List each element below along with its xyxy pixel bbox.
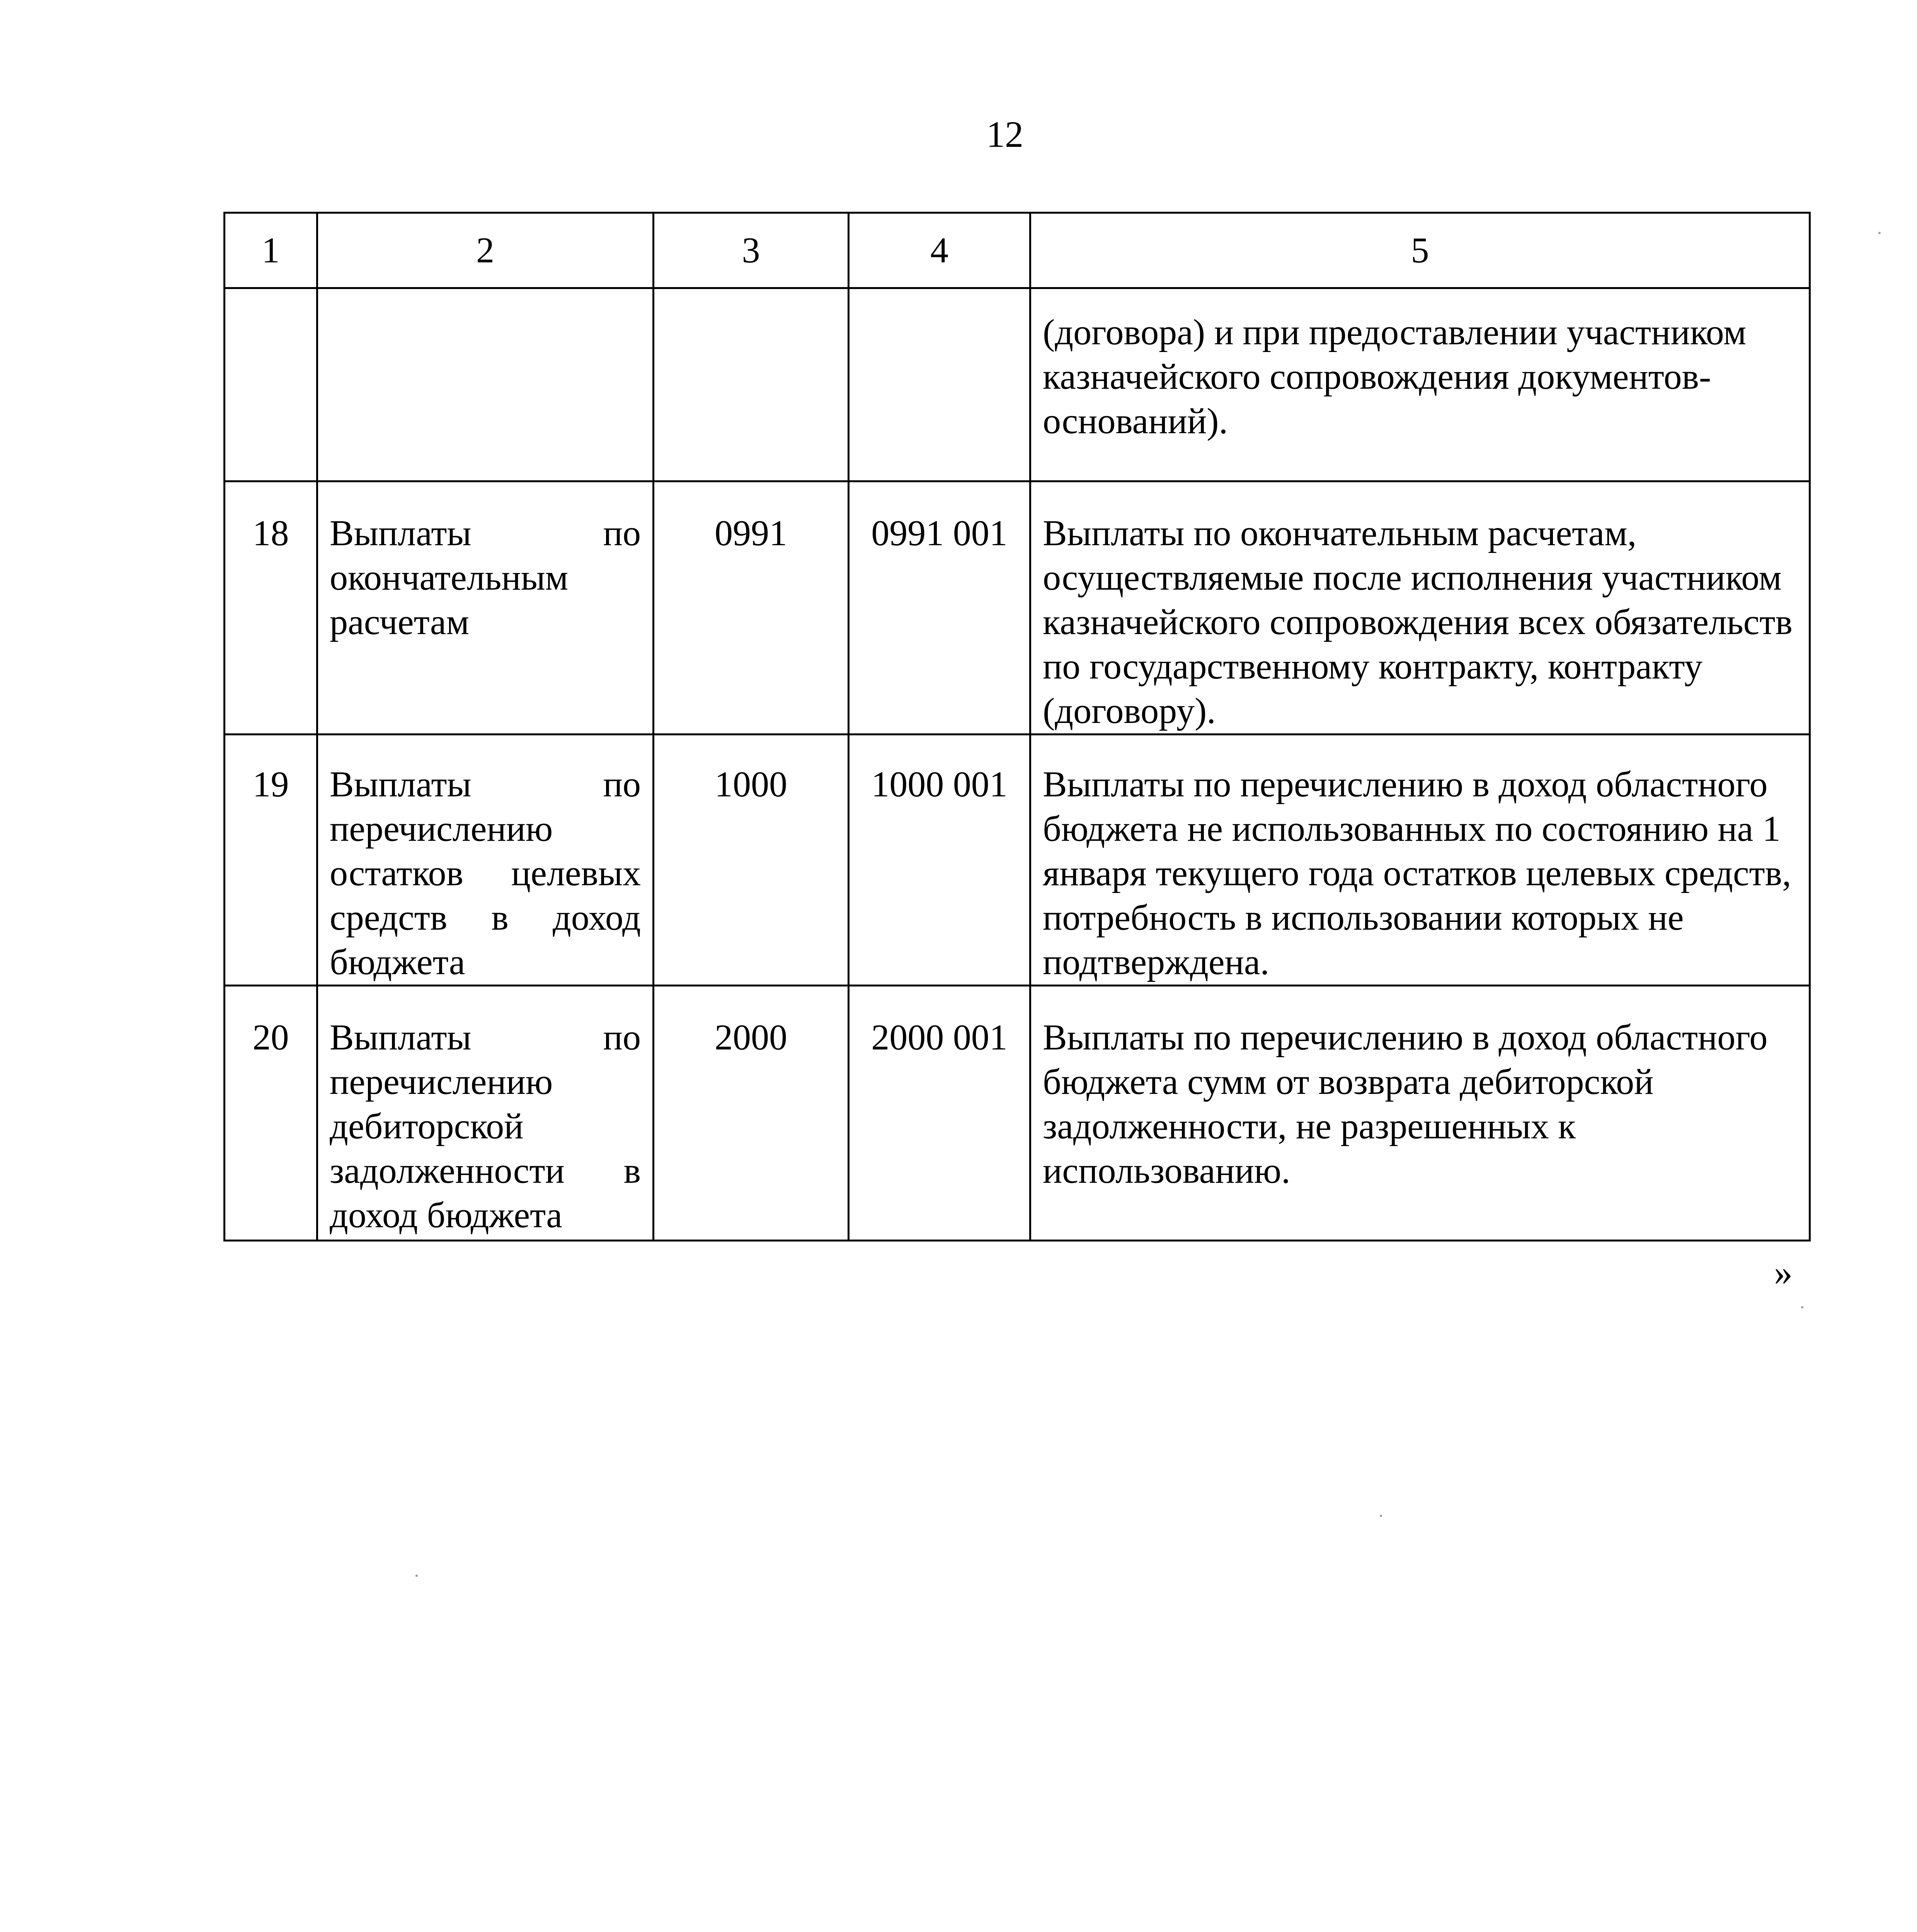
- row-description-cell: Выплаты по перечислению в доход областного бюджета не использованных по состоянию на 1 января текущего года остатков целевых средств, потребность в использовании которых не подтверждена.: [1030, 735, 1810, 986]
- row-number-cell: [225, 288, 317, 481]
- header-cell-5: 5: [1030, 213, 1810, 288]
- row-number-cell: 18: [225, 481, 317, 735]
- closing-quote-mark: »: [1774, 1252, 1793, 1293]
- scan-speck: [1801, 1306, 1803, 1308]
- header-cell-4: 4: [849, 213, 1030, 288]
- row-subcode-cell: 0991 001: [849, 481, 1030, 735]
- row-code-cell: [654, 288, 849, 481]
- row-description-cell: Выплаты по окончательным расчетам, осуществляемые после исполнения участником казначейского сопровождения всех обязательств по государственному контракту, контракту (договору).: [1030, 481, 1810, 735]
- header-cell-3: 3: [654, 213, 849, 288]
- table-row: [225, 481, 1810, 735]
- page-number: 12: [986, 114, 1023, 155]
- scan-speck: [415, 1575, 418, 1577]
- row-subcode-cell: 1000 001: [849, 735, 1030, 986]
- row-subcode-cell: [849, 288, 1030, 481]
- row-code-cell: 0991: [654, 481, 849, 735]
- scan-speck: [1380, 1515, 1382, 1517]
- table-row: [225, 735, 1810, 986]
- header-cell-1: 1: [225, 213, 317, 288]
- table-row: [225, 986, 1810, 1241]
- row-code-cell: 1000: [654, 735, 849, 986]
- row-name-cell: Выплаты по перечислению дебиторской задолженности в доход бюджета: [317, 986, 654, 1241]
- row-description-cell: Выплаты по перечислению в доход областного бюджета сумм от возврата дебиторской задолженности, не разрешенных к использованию.: [1030, 986, 1810, 1241]
- scan-speck: [1878, 232, 1881, 234]
- row-number-cell: 20: [225, 986, 317, 1241]
- row-name-cell: Выплаты по перечислению остатков целевых средств в доход бюджета: [317, 735, 654, 986]
- table-row-continuation: [225, 288, 1810, 481]
- header-cell-2: 2: [317, 213, 654, 288]
- row-number-cell: 19: [225, 735, 317, 986]
- codes-table: [223, 212, 1811, 1242]
- table-header-row: [225, 213, 1810, 288]
- row-code-cell: 2000: [654, 986, 849, 1241]
- row-subcode-cell: 2000 001: [849, 986, 1030, 1241]
- row-description-cell: (договора) и при предоставлении участником казначейского сопровождения документов-оснований).: [1030, 288, 1810, 481]
- row-name-cell: [317, 288, 654, 481]
- row-name-cell: Выплаты по окончательным расчетам: [317, 481, 654, 735]
